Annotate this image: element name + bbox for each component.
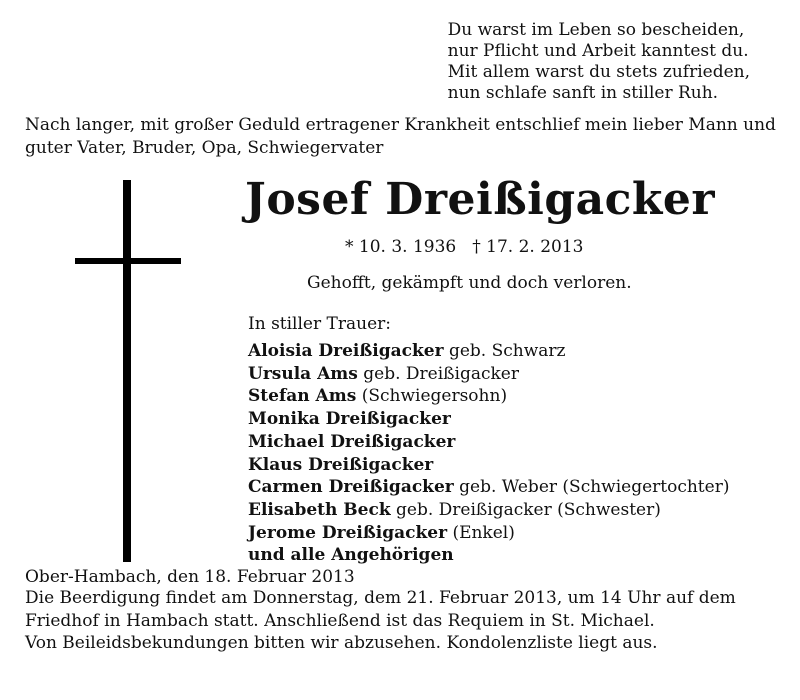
cross-horizontal-beam: [75, 258, 181, 264]
mourner-name: Klaus Dreißigacker: [248, 454, 434, 475]
mourner-note: geb. Weber (Schwiegertochter): [459, 477, 730, 498]
mourner-name: Elisabeth Beck: [248, 499, 391, 520]
mourner-name: und alle Angehörigen: [248, 545, 454, 566]
poem-line: nun schlafe sanft in stiller Ruh.: [447, 83, 719, 103]
mourner-name: Jerome Dreißigacker: [248, 522, 448, 543]
mourners-list: [248, 340, 729, 567]
mourner-name: Michael Dreißigacker: [248, 431, 456, 452]
mourner-note: geb. Schwarz: [448, 341, 566, 361]
list-item: [248, 522, 729, 545]
list-item: [248, 476, 729, 499]
list-item: [248, 385, 729, 408]
mourner-note: (Enkel): [452, 522, 515, 543]
motto: Gehofft, gekämpft und doch verloren.: [307, 273, 632, 293]
deceased-name: Josef Dreißigacker: [245, 174, 716, 225]
poem-line: nur Pflicht und Arbeit kanntest du.: [447, 41, 749, 61]
funeral-line: Von Beileidsbekundungen bitten wir abzusehen. Kondolenzliste liegt aus.: [25, 633, 658, 653]
funeral-notice: [25, 587, 785, 655]
mourner-note: geb. Dreißigacker (Schwester): [396, 499, 661, 520]
cross-icon: [75, 180, 181, 562]
list-item: [248, 454, 729, 477]
poem: [448, 20, 750, 104]
mourner-name: Monika Dreißigacker: [248, 409, 451, 430]
place-date: Ober-Hambach, den 18. Februar 2013: [25, 567, 355, 587]
mourner-name: Stefan Ams: [248, 386, 357, 407]
list-item: [248, 340, 729, 363]
death-date: † 17. 2. 2013: [472, 237, 584, 257]
list-item: [248, 408, 729, 431]
poem-line: Mit allem warst du stets zufrieden,: [447, 62, 750, 82]
mourner-note: geb. Dreißigacker: [363, 363, 519, 384]
list-item: [248, 499, 729, 522]
mourning-label: In stiller Trauer:: [248, 314, 391, 334]
funeral-line: Die Beerdigung findet am Donnerstag, dem 21. Februar 2013, um 14 Uhr auf dem: [25, 588, 736, 608]
birth-date: * 10. 3. 1936: [345, 237, 457, 257]
cross-vertical-beam: [123, 180, 131, 562]
list-item: [248, 431, 729, 454]
list-item: [248, 363, 729, 386]
life-dates: [345, 236, 583, 258]
mourner-name: Carmen Dreißigacker: [248, 477, 454, 498]
mourner-note: (Schwiegersohn): [361, 386, 508, 407]
poem-line: Du warst im Leben so bescheiden,: [447, 20, 745, 40]
intro-text: Nach langer, mit großer Geduld ertragener Krankheit entschlief mein lieber Mann und guter Vater, Bruder, Opa, Schwiegervater: [25, 115, 776, 158]
list-item: [248, 544, 729, 567]
mourner-name: Aloisia Dreißigacker: [248, 341, 444, 361]
mourner-name: Ursula Ams: [248, 363, 358, 384]
funeral-line: Friedhof in Hambach statt. Anschließend ist das Requiem in St. Michael.: [25, 610, 655, 631]
